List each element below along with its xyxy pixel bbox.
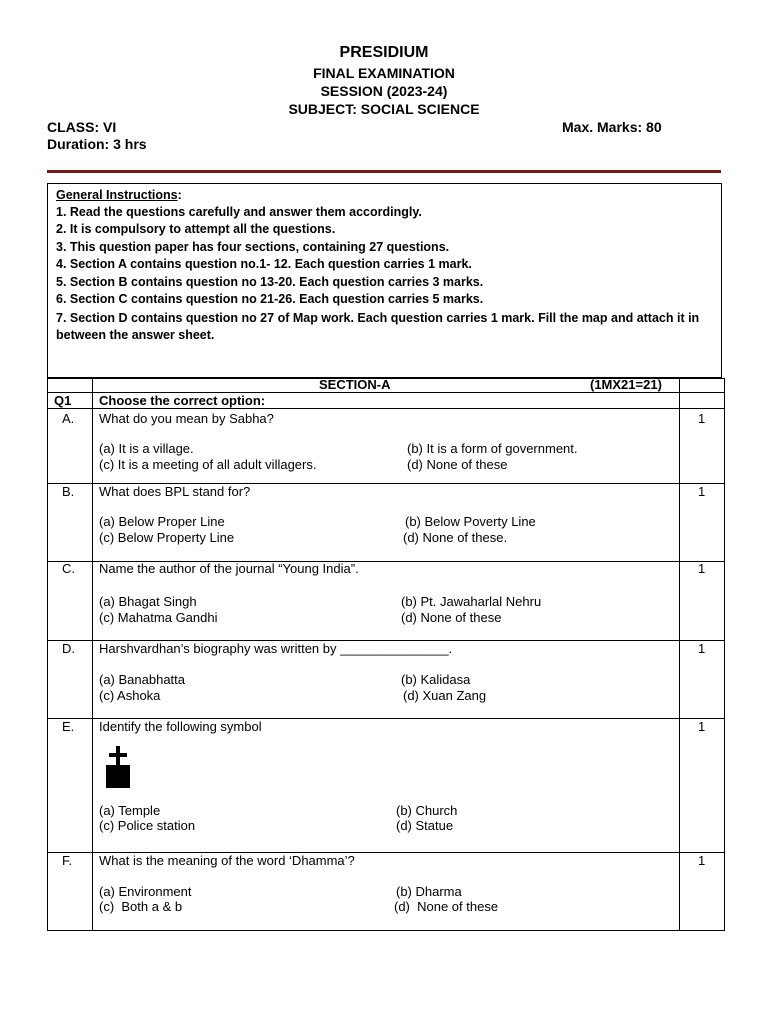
option-a-2: (b) It is a form of government. (407, 441, 578, 456)
instruction-item: 2. It is compulsory to attempt all the questions. (56, 222, 336, 236)
option-a-4: (d) None of these (407, 457, 508, 472)
section-title: SECTION-A (319, 377, 391, 392)
option-c-2: (b) Pt. Jawaharlal Nehru (401, 594, 542, 609)
class-label: CLASS: VI (47, 119, 117, 135)
option-c-1: (a) Bhagat Singh (99, 594, 197, 609)
max-marks-label: Max. Marks: 80 (562, 119, 662, 135)
question-mark-a: 1 (698, 411, 706, 426)
option-c-4: (d) None of these (401, 610, 502, 625)
instruction-item: 7. Section D contains question no 27 of Map work. Each question carries 1 mark. Fill the map and attach it in between the answer sheet. (56, 311, 700, 342)
question-text-d: Harshvardhan’s biography was written by _______________. (99, 641, 453, 656)
option-e-1: (a) Temple (99, 803, 161, 818)
option-f-3: (c) Both a & b (99, 899, 183, 914)
option-f-2: (b) Dharma (396, 884, 462, 899)
instructions-heading-text: General Instructions (56, 188, 178, 202)
instruction-item: 1. Read the questions carefully and answer them accordingly. (56, 205, 422, 219)
option-b-4: (d) None of these. (403, 530, 508, 545)
option-e-3: (c) Police station (99, 818, 196, 833)
option-b-2: (b) Below Poverty Line (405, 514, 536, 529)
question-label-e: E. (62, 719, 75, 734)
session-label: SESSION (2023-24) (320, 83, 448, 99)
duration-label: Duration: 3 hrs (47, 136, 147, 152)
question-mark-f: 1 (698, 853, 706, 868)
option-d-2: (b) Kalidasa (401, 672, 471, 687)
instruction-item: 6. Section C contains question no 21-26. Each question carries 5 marks. (56, 292, 484, 306)
subject-label: SUBJECT: SOCIAL SCIENCE (288, 101, 480, 117)
question-label-b: B. (62, 484, 75, 499)
school-name: PRESIDIUM (339, 44, 429, 61)
section-marks: (1MX21=21) (590, 377, 662, 392)
question-mark-d: 1 (698, 641, 706, 656)
general-instructions-box (47, 183, 722, 378)
option-f-4: (d) None of these (394, 899, 499, 914)
question-mark-c: 1 (698, 561, 706, 576)
section-instruction: Choose the correct option: (99, 393, 266, 408)
option-f-1: (a) Environment (99, 884, 192, 899)
instruction-item: 3. This question paper has four sections, containing 27 questions. (56, 240, 450, 254)
option-d-3: (c) Ashoka (99, 688, 161, 703)
church-cross-symbol-icon (103, 746, 133, 788)
option-c-3: (c) Mahatma Gandhi (99, 610, 218, 625)
question-text-b: What does BPL stand for? (99, 484, 251, 499)
question-text-e: Identify the following symbol (99, 719, 262, 734)
option-a-3: (c) It is a meeting of all adult villagers. (99, 457, 317, 472)
option-d-1: (a) Banabhatta (99, 672, 186, 687)
option-b-3: (c) Below Property Line (99, 530, 235, 545)
question-label-c: C. (62, 561, 75, 576)
question-mark-b: 1 (698, 484, 706, 499)
question-number: Q1 (54, 393, 72, 408)
option-d-4: (d) Xuan Zang (403, 688, 487, 703)
instruction-item: 4. Section A contains question no.1- 12. Each question carries 1 mark. (56, 257, 472, 271)
option-a-1: (a) It is a village. (99, 441, 194, 456)
question-label-a: A. (62, 411, 75, 426)
question-text-f: What is the meaning of the word ‘Dhamma’? (99, 853, 355, 868)
header-divider (47, 170, 721, 173)
instructions-heading (56, 189, 182, 203)
question-label-d: D. (62, 641, 75, 656)
instructions-heading-colon: : (177, 188, 182, 202)
exam-title: FINAL EXAMINATION (313, 65, 455, 81)
question-text-a: What do you mean by Sabha? (99, 411, 274, 426)
option-b-1: (a) Below Proper Line (99, 514, 225, 529)
question-text-c: Name the author of the journal “Young India”. (99, 561, 359, 576)
question-mark-e: 1 (698, 719, 706, 734)
option-e-4: (d) Statue (396, 818, 454, 833)
question-label-f: F. (62, 853, 73, 868)
instruction-item: 5. Section B contains question no 13-20. Each question carries 3 marks. (56, 275, 484, 289)
option-e-2: (b) Church (396, 803, 458, 818)
